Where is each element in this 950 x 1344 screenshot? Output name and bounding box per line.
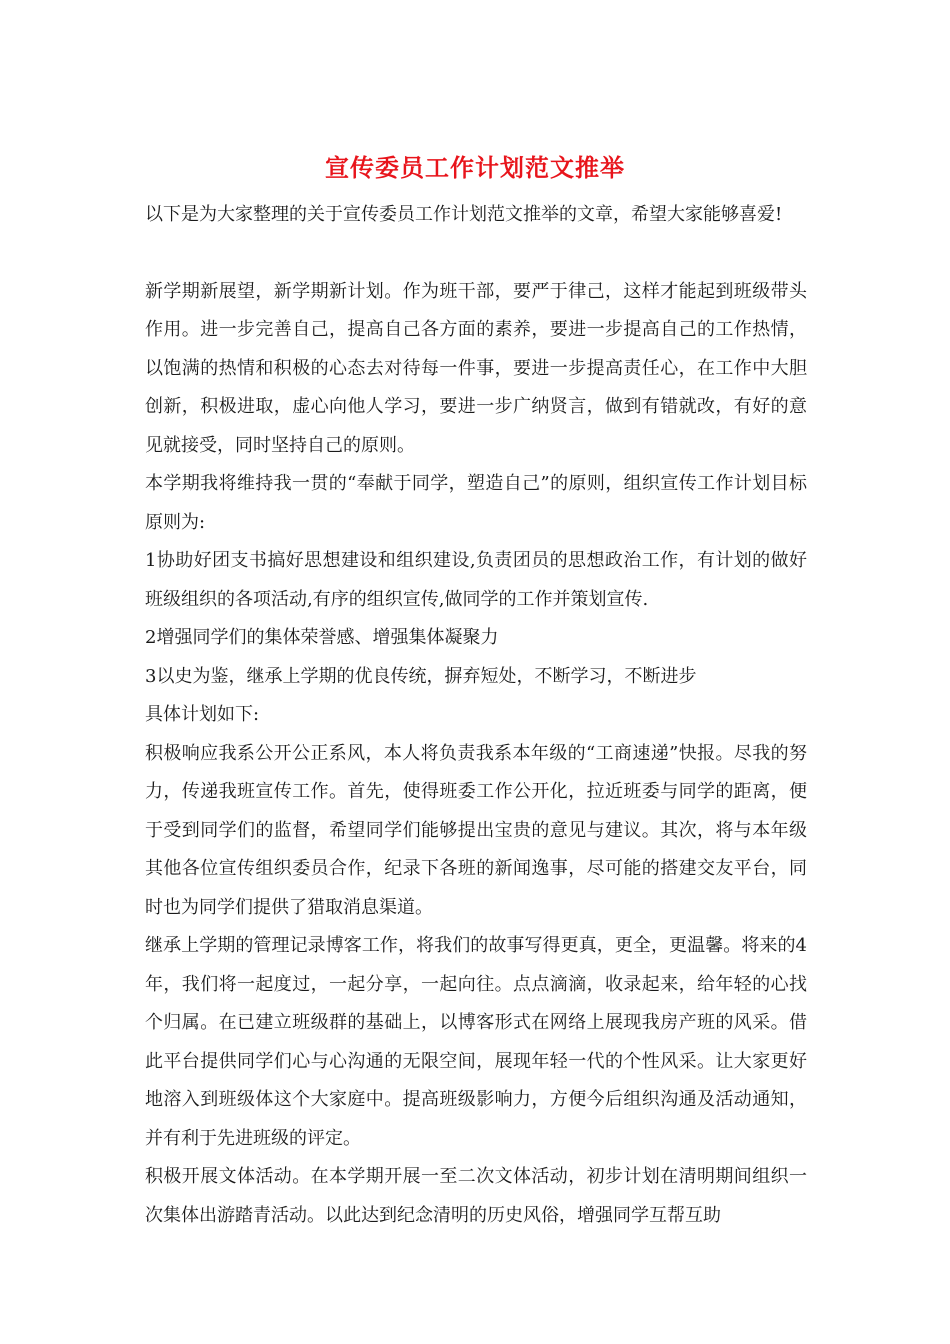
- goal-item-2: 2增强同学们的集体荣誉感、增强集体凝聚力: [145, 627, 499, 648]
- body-paragraph: 继承上学期的管理记录博客工作，将我们的故事写得更真，更全，更温馨。将来的4年，我们将一起度过，一起分享，一起向往。点点滴滴，收录起来，给年轻的心找个归属。在已建立班级群的基础上，以博客形式在网络上展现我房产班的风采。借此平台提供同学们心与心沟通的无限空间，展现年轻一代的个性风采。让大家更好地溶入到班级体这个大家庭中。提高班级影响力，方便今后组织沟通及活动通知，并有利于先进班级的评定。: [145, 935, 807, 1149]
- intro-paragraph: 以下是为大家整理的关于宣传委员工作计划范文推举的文章，希望大家能够喜爱!: [145, 204, 783, 225]
- goal-item-3: 3以史为鉴，继承上学期的优良传统，摒弃短处，不断学习，不断进步: [145, 665, 697, 687]
- body-paragraph: 本学期我将维持我一贯的“奉献于同学，塑造自己”的原则，组织宣传工作计划目标原则为:: [145, 473, 807, 533]
- goal-item-1: 1协助好团支书搞好思想建设和组织建设,负责团员的思想政治工作，有计划的做好班级组织的各项活动,有序的组织宣传,做同学的工作并策划宣传.: [145, 550, 807, 610]
- body-paragraph: 积极开展文体活动。在本学期开展一至二次文体活动，初步计划在清明期间组织一次集体出游踏青活动。以此达到纪念清明的历史风俗，增强同学互帮互助: [145, 1166, 807, 1226]
- plan-heading: 具体计划如下:: [145, 704, 260, 725]
- document-body: [145, 196, 807, 1235]
- body-paragraph: 积极响应我系公开公正系风，本人将负责我系本年级的“工商速递”快报。尽我的努力，传递我班宣传工作。首先，使得班委工作公开化，拉近班委与同学的距离，便于受到同学们的监督，希望同学们能够提出宝贵的意见与建议。其次，将与本年级其他各位宣传组织委员合作，纪录下各班的新闻逸事，尽可能的搭建交友平台，同时也为同学们提供了猎取消息渠道。: [145, 742, 807, 918]
- body-paragraph: 新学期新展望，新学期新计划。作为班干部，要严于律己，这样才能起到班级带头作用。进一步完善自己，提高自己各方面的素养，要进一步提高自己的工作热情，以饱满的热情和积极的心态去对待每一件事，要进一步提高责任心，在工作中大胆创新，积极进取，虚心向他人学习，要进一步广纳贤言，做到有错就改，有好的意见就接受，同时坚持自己的原则。: [145, 280, 807, 456]
- document-title: 宣传委员工作计划范文推举: [325, 153, 625, 182]
